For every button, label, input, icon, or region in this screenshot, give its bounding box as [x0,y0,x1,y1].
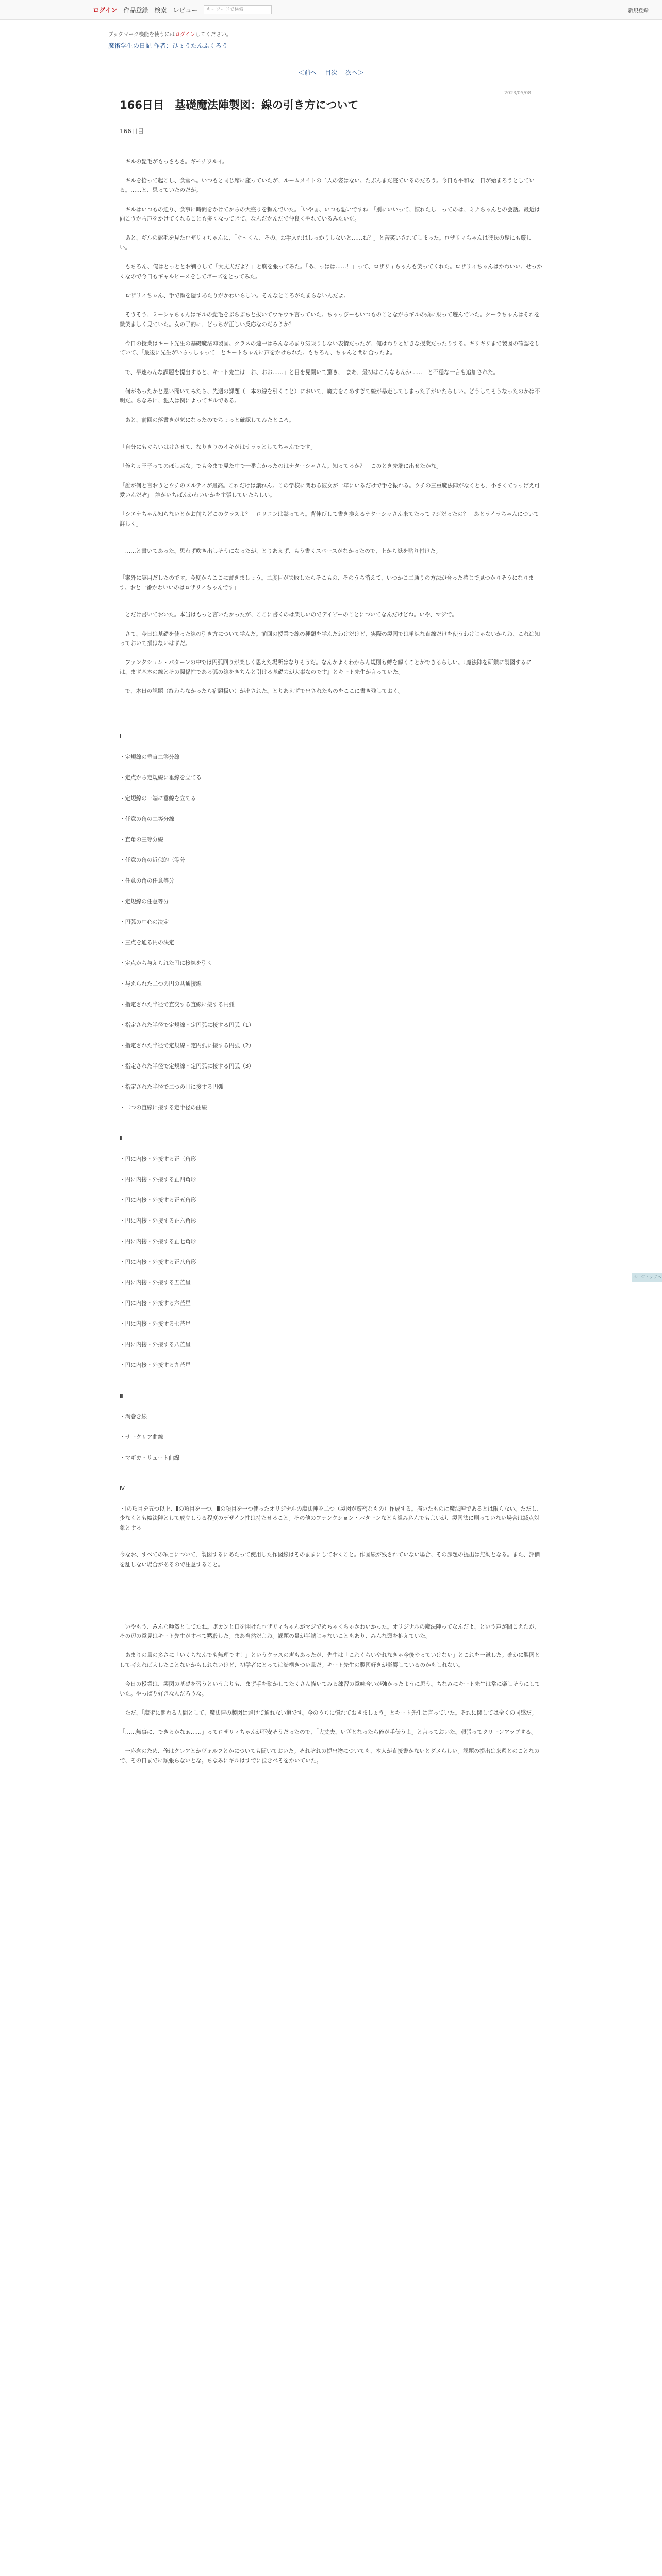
next-link[interactable]: 次へ＞ [345,69,364,76]
assignment-line: ・マギカ・リュート曲線 [120,1454,180,1461]
assignment-line: ・二つの直線に接する定半径の曲線 [120,1104,207,1111]
blank-line [120,1329,542,1340]
assignment-line: ・定点から定規線に垂線を立てる [120,774,202,781]
assignment-line: ・円に内接・外接する六芒星 [120,1300,191,1307]
body-paragraph: もちろん、俺はとっととお剃りして「大丈夫だよ？」と胸を張ってみた。「あ、っはは……！」って、ロザリィちゃんも笑ってくれた。ロザリィちゃんはかわいい。せっかくなので今日もギャルピースをしてポーズをとってみた。 [120,264,542,280]
blank-line [120,1247,542,1257]
body-paragraph: で、早速みんな課題を提出すると、キート先生は「お、おお……」と目を見開いて驚き、「まあ、最初はこんなもんか……」と不穏な一言も追加された。 [120,369,499,376]
blank-line [120,1092,542,1103]
notice-login-link[interactable]: ログイン [175,32,195,38]
blank-line [120,1570,542,1587]
blank-line [120,471,542,481]
top-bar [0,0,662,20]
assignment-line: ・直角の三等分線 [120,836,163,843]
assignment-line: ・円に内接・外接する正七角形 [120,1238,196,1245]
assignment-line: ・任意の角の任意等分 [120,877,174,884]
blank-line [120,592,542,610]
body-paragraph: 今日の授業は、製図の基礎を習うというよりも、まず手を動かしてたくさん描いてみる練習の意味合いが強かったように思う。ちなみにキート先生は常に楽しそうにしていた。やっぱり好きなんだろうな。 [120,1681,540,1697]
blank-line [120,649,542,658]
blank-line [120,1699,542,1708]
body-paragraph: ギルの髭毛がもっさもさ。ギモチワルイ。 [120,158,228,165]
body-paragraph: ロザリィちゃん、手で顔を隠すあたりがかわいらしい。そんなところがたまらないんだよ。 [120,292,350,299]
blank-line [120,253,542,263]
blank-line [120,1718,542,1728]
novel-body [120,147,542,1766]
body-paragraph: で、本日の課題（終わらなかったら宿題扱い）が出された。とりあえずで出されたものをここに書き残しておく。 [120,688,404,695]
blank-line [120,1350,542,1360]
page-top-button[interactable]: ページトップへ [632,1273,662,1282]
blank-line [120,1288,542,1298]
blank-line [120,697,542,714]
assignment-line: ・指定された半径で定規線・定円弧に接する円弧（2） [120,1042,254,1049]
body-paragraph: 「シエナちゃん知らないとかお前らどこのクラスよ？ ロリコンは黙ってろ。背伸びして書き換えるナターシャさん来てたってマジだったの？ あとライラちゃんについて詳しく」 [120,511,539,527]
blank-line [120,620,542,630]
assignment-line: ・定規線の一端に垂線を立てる [120,795,196,802]
blank-line [120,1605,542,1622]
assignment-line: ・定点から与えられた円に接線を引く [120,960,213,967]
blank-line [120,1010,542,1020]
toc-link[interactable]: 目次 [324,69,337,76]
blank-line [120,281,542,291]
body-paragraph: 「案外に実用だしたのです。今度からここに書きましょう。二度目が失敗したらそこもの、そのうち消えて、いつかこ二通りの方法が合った感じで見つかりそうになります。おと一番かわいいのはロザリィちゃんです」 [120,575,534,591]
body-paragraph: ファンクション・パターンの中では円弧回りが楽しく思えた場所はなりそうだ。なんかよくわからん規則も縛を解くことができるらしい。『魔法陣を研鑽に製図するには、まず基本の線とその関係性である弧の線をきちんと引ける基礎力が大事なのです』とキート先生が言っていた。 [120,659,532,675]
assignment-line: ・円に内接・外接する正八角形 [120,1259,196,1265]
body-paragraph: 「誰が何と言おうとウチのメルティが最高。これだけは譲れん。この学校に関わる彼女が一年にいるだけで手を振れる。ウチの三重魔法陣がなくとも、小さくてすっげえ可愛いんだぞ」 誰がいちばんかわいいかを主張していたらしい。 [120,482,540,499]
assignment-line: ・円に内接・外接する正六角形 [120,1217,196,1224]
blank-line [120,677,542,687]
assignment-line: ・渦巻き線 [120,1413,147,1420]
bookmark-notice [108,30,231,38]
chapter-title: 166日目 基礎魔法陣製図：線の引き方について [120,99,359,111]
blank-line [120,224,542,234]
assignment-line: ・円に内接・外接する八芒星 [120,1341,191,1348]
blank-line [120,1072,542,1082]
assignment-line: Ⅰ [120,733,122,740]
assignment-line: ・指定された半径で定規線・定円弧に接する円弧（1） [120,1022,254,1028]
blank-line [120,425,542,443]
assignment-line: ・円に内接・外接する五芒星 [120,1279,191,1286]
body-paragraph: 今なお、すべての項目について、製図するにあたって使用した作図線はそのままにしておくこと。作図線が残されていない場合、その課題の提出は無効となる。また、評価を乱しない場合があるので注意すること。 [120,1552,540,1568]
assignment-line: Ⅱ [120,1135,123,1142]
nav-register-work[interactable]: 作品登録 [123,6,148,14]
assignment-line: ・任意の角の二等分線 [120,816,174,822]
body-paragraph: 一応念のため、俺はクレアとかヴォルフとかについても聞いておいた。それぞれの提出物についても、本人が直接書かないとダメらしい。課題の提出は来週とのことなので、その日までに頑張らないとな。ちなみにギルはすでに泣きべそをかいていた。 [120,1748,540,1764]
notice-text-before: ブックマーク機能を使うには [108,32,175,38]
body-paragraph: いやもう、みんな唖然としてたね。ポカンと口を開けたロザリィちゃんがマジでめちゃくちゃかわいかった。オリジナルの魔法陣ってなんだよ、という声が聞こえたが、その辺の意見はキート先生がすべて黙殺した。まあ当然だよね。課題の量が半端じゃないこともあり、みんな頭を抱えていた。 [120,1623,540,1640]
login-link[interactable]: ログイン [93,6,118,14]
post-date: 2023/05/08 [504,91,531,96]
notice-text-after: してください。 [195,32,231,38]
signup-link[interactable]: 新規登録 [628,8,649,14]
blank-line [120,1370,542,1381]
blank-line [120,1267,542,1278]
blank-line [120,1401,542,1412]
assignment-line: ・任意の角の近似的三等分 [120,857,186,863]
blank-line [120,783,542,793]
blank-line [120,1030,542,1041]
blank-line [120,195,542,205]
blank-line [120,529,542,547]
blank-line [120,1206,542,1216]
blank-line [120,989,542,999]
assignment-line: ・定規線の垂直二等分線 [120,754,180,760]
blank-line [120,866,542,876]
assignment-line: ・与えられた二つの円の共通接線 [120,980,202,987]
breadcrumb[interactable]: 魔術学生の日記 作者：ひょうたんふくろう [108,42,228,49]
assignment-line: ・円に内接・外接する正四角形 [120,1176,196,1183]
nav-review[interactable]: レビュー [173,6,198,14]
body-paragraph: ギルを拾って起こし、食堂へ。いつもと同じ席に座っていたが、ルームメイトの二人の姿はない。たぶんまだ寝ているのだろう。今日も平和な一日が始まろうとしている。……と、思っていたのだが。 [120,177,535,194]
blank-line [120,556,542,573]
assignment-line: ・定規線の任意等分 [120,898,169,905]
blank-line [120,1641,542,1651]
assignment-line: ・円に内接・外接する九芒星 [120,1362,191,1368]
blank-line [120,329,542,339]
body-paragraph: さて、今日は基礎を使った線の引き方について学んだ。前回の授業で線の種類を学んだわけだけど、実際の製図では単純な直線だけを使うわけじゃないからね、これは知っておいて損はないはずだ。 [120,631,540,647]
blank-line [120,1144,542,1154]
blank-line [120,714,542,732]
nav-search[interactable]: 検索 [154,6,167,14]
blank-line [120,1226,542,1236]
blank-line [120,804,542,814]
body-paragraph: ギルはいつもの通り、食事に時間をかけてからの大盛りを頼んでいた。「いやぁ、いつも悪いですね」「別にいいって、慣れたし」ってのは、ミナちゃんとの会話。最近は向こうから声をかけてくれることも多くなってきて、なんだかんだで仲良くやれているみたいだ。 [120,206,540,223]
blank-line [120,1463,542,1473]
blank-line [120,452,542,462]
assignment-line: ・円に内接・外接する七芒星 [120,1320,191,1327]
blank-line [120,1185,542,1195]
top-nav [93,5,272,14]
assignment-line: ・円に内接・外接する正五角形 [120,1197,196,1204]
assignment-line: ・円に内接・外接する正三角形 [120,1156,196,1162]
blank-line [120,824,542,835]
blank-line [120,1443,542,1453]
blank-line [120,377,542,387]
blank-line [120,969,542,979]
blank-line [120,1494,542,1504]
blank-line [120,358,542,368]
blank-line [120,166,542,176]
blank-line [120,1051,542,1061]
blank-line [120,1737,542,1747]
blank-line [120,1473,542,1484]
prev-link[interactable]: ＜前へ [298,69,317,76]
blank-line [120,762,542,773]
blank-line [120,1422,542,1432]
assignment-line: ・三点を通る円の決定 [120,939,174,946]
body-paragraph: 「俺ちょ王子ってのぼしぶな。でも今まで見た中で一番よかったのはナターシャさん。知ってるか？ このとき先端に出せたかな」 [120,463,442,470]
blank-line [120,1670,542,1680]
assignment-line: ・指定された半径で直交する直線に接する円弧 [120,1001,235,1008]
blank-line [120,1123,542,1133]
blank-line [120,301,542,311]
search-input[interactable]: キーワードで検索 [204,5,272,14]
body-paragraph: とだけ書いておいた。本当はもっと言いたかったが、ここに書くのは楽しいのでデイビーのことについてなんだけどね。いや、マジで。 [120,612,458,618]
blank-line [120,1113,542,1123]
body-paragraph: あまりの量の多さに「いくらなんでも無理です！」というクラスの声もあったが、先生は「これくらいやれなきゃ今後やっていけない」とこれを一蹴した。確かに製図として考えれば大したことないかもしれないけど、初学者にとっては結構きつい量だ。キート先生の製図好きが影響しているのかもしれない。 [120,1652,540,1669]
blank-line [120,1533,542,1550]
assignment-line: Ⅳ [120,1485,125,1492]
blank-line [120,500,542,510]
body-paragraph: 「自分にもぐらいはけさせて、なりきりのイキがはサラッとしてちゃんでです」 [120,444,316,451]
blank-line [120,1381,542,1391]
blank-line [120,886,542,896]
blank-line [120,845,542,855]
body-paragraph: ……と書いてあった。思わず吹き出しそうになったが、とりあえず、もう書くスペースがなかったので、上から紙を貼り付けた。 [120,548,441,554]
blank-line [120,1309,542,1319]
body-paragraph: そうそう、ミーシャちゃんはギルの髭毛をぶちぶちと抜いてウキウキ言っていた。ちゃっぴーもいつものことながらギルの頭に乗って遊んでいた。クーラちゃんはそれを微笑ましく見ていた。女の子的に、どっちが正しい反応なのだろうか？ [120,312,540,328]
blank-line [120,1164,542,1175]
blank-line [120,907,542,917]
blank-line [120,406,542,416]
body-paragraph: あと、前回の落書きが気になったのでちょっと確認してみたところ。 [120,417,294,423]
assignment-line: ・指定された半径で二つの円に接する円弧 [120,1083,224,1090]
body-paragraph: ・Ⅰの項目を五つ以上、Ⅱの項目を一つ、Ⅲの項目を一つ使ったオリジナルの魔法陣を二つ（製図が厳密なもの）作成する。描いたものは魔法陣であるとは限らない。ただし、少なくとも魔法陣として成立しうる程度のデザイン性は持たせること。その他のファンクション・パターンなども組み込んでもよいが、製図法に則っていない場合は減点対象とする [120,1505,542,1531]
body-paragraph: 今日の授業はキート先生の基礎魔法陣製図。クラスの連中はみんなあまり気乗りしない表情だったが、俺はわりと好きな授業だったりする。ギリギリまで製図の確認をしていて、「最後に先生がいらっしゃって」とキートちゃんに声をかけられた。もちろん、ちゃんと間に合ったよ。 [120,340,540,357]
body-paragraph: 何があったかと思い聞いてみたら、先週の課題（一本の線を引くこと）において、魔力をこめすぎて線が暴走してしまった子がいたらしい。どうしてそうなったのかは不明だ。ちなみに、犯人は例によってギルである。 [120,388,540,404]
assignment-line: ・サークリア曲線 [120,1434,163,1440]
assignment-line: Ⅲ [120,1393,124,1399]
blank-line [120,1587,542,1605]
blank-line [120,742,542,752]
blank-line [120,147,542,157]
chapter-pager [0,68,662,77]
blank-line [120,948,542,958]
blank-line [120,927,542,938]
body-paragraph: あと、ギルの髭毛を見たロザリィちゃんに、「ぐ〜くん、その、お手入れはしっかりしないと……ね？」と苦笑いされてしまった。ロザリィちゃんは彼氏の髭にも厳しい。 [120,235,532,251]
chapter-subtitle: 166日目 [120,128,144,135]
assignment-line: ・指定された半径で定規線・定円弧に接する円弧（3） [120,1063,254,1070]
assignment-line: ・円弧の中心の決定 [120,919,169,925]
body-paragraph: ただ、「魔術に関わる人間として、魔法陣の製図は避けて通れない道です。今のうちに慣れておきましょう」とキート先生は言っていた。それに関しては全くの同感だ。 [120,1710,537,1716]
body-paragraph: 「……無事に、できるかなぁ……」ってロザリィちゃんが不安そうだったので、「大丈夫、いざとなったら俺が手伝うよ」と言っておいた。頑張ってクリーンアップする。 [120,1729,537,1736]
